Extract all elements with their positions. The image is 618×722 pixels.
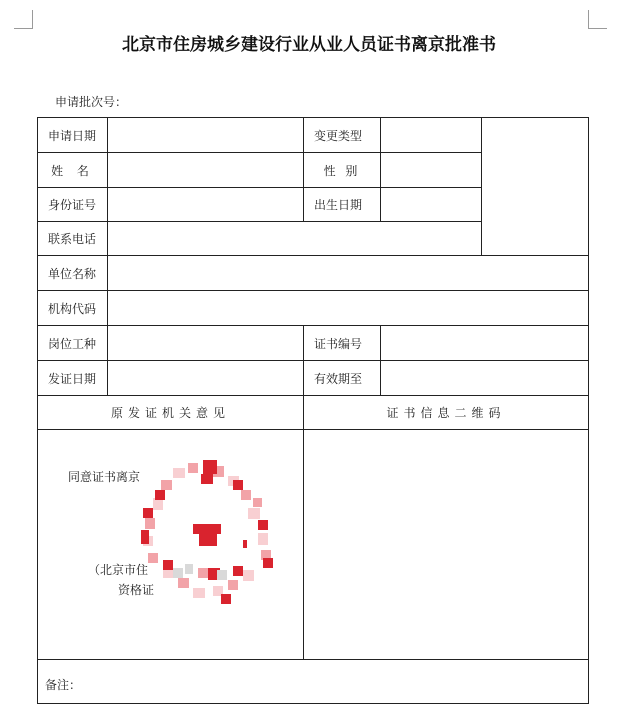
qr-box [303, 429, 589, 660]
org-code-field[interactable] [107, 290, 589, 326]
id-number-field[interactable] [107, 187, 304, 222]
org-code-label: 机构代码 [37, 290, 108, 326]
id-number-label: 身份证号 [37, 187, 108, 222]
issue-date-field[interactable] [107, 360, 304, 396]
change-type-label: 变更类型 [303, 117, 381, 153]
issue-date-label: 发证日期 [37, 360, 108, 396]
gender-field[interactable] [380, 152, 482, 188]
gender-label: 性 别 [303, 152, 381, 188]
position-label: 岗位工种 [37, 325, 108, 361]
cert-number-label: 证书编号 [303, 325, 381, 361]
apply-date-label: 申请日期 [37, 117, 108, 153]
birth-date-field[interactable] [380, 187, 482, 222]
opinion-line-1: 同意证书离京 [68, 470, 141, 484]
cert-number-field[interactable] [380, 325, 589, 361]
opinion-line-2: （北京市住 [88, 563, 149, 577]
crop-mark-top-left [14, 10, 33, 29]
issuing-authority-header: 原发证机关意见 [37, 395, 304, 430]
position-field[interactable] [107, 325, 304, 361]
crop-mark-top-right [588, 10, 607, 29]
valid-until-label: 有效期至 [303, 360, 381, 396]
remarks-box[interactable] [37, 659, 589, 704]
remarks-label: 备注： [45, 678, 82, 692]
name-field[interactable] [107, 152, 304, 188]
phone-field[interactable] [107, 221, 482, 256]
apply-date-field[interactable] [107, 117, 304, 153]
opinion-line-3: 资格证 [118, 583, 155, 597]
company-name-label: 单位名称 [37, 255, 108, 291]
official-seal-icon [133, 458, 283, 608]
document-title: 北京市住房城乡建设行业从业人员证书离京批准书 [122, 35, 496, 55]
cert-qr-header: 证书信息二维码 [303, 395, 589, 430]
valid-until-field[interactable] [380, 360, 589, 396]
application-number-label: 申请批次号： [55, 95, 128, 109]
change-type-field[interactable] [380, 117, 482, 153]
company-name-field[interactable] [107, 255, 589, 291]
phone-label: 联系电话 [37, 221, 108, 256]
birth-date-label: 出生日期 [303, 187, 381, 222]
photo-box [481, 117, 589, 256]
name-label: 姓 名 [37, 152, 108, 188]
